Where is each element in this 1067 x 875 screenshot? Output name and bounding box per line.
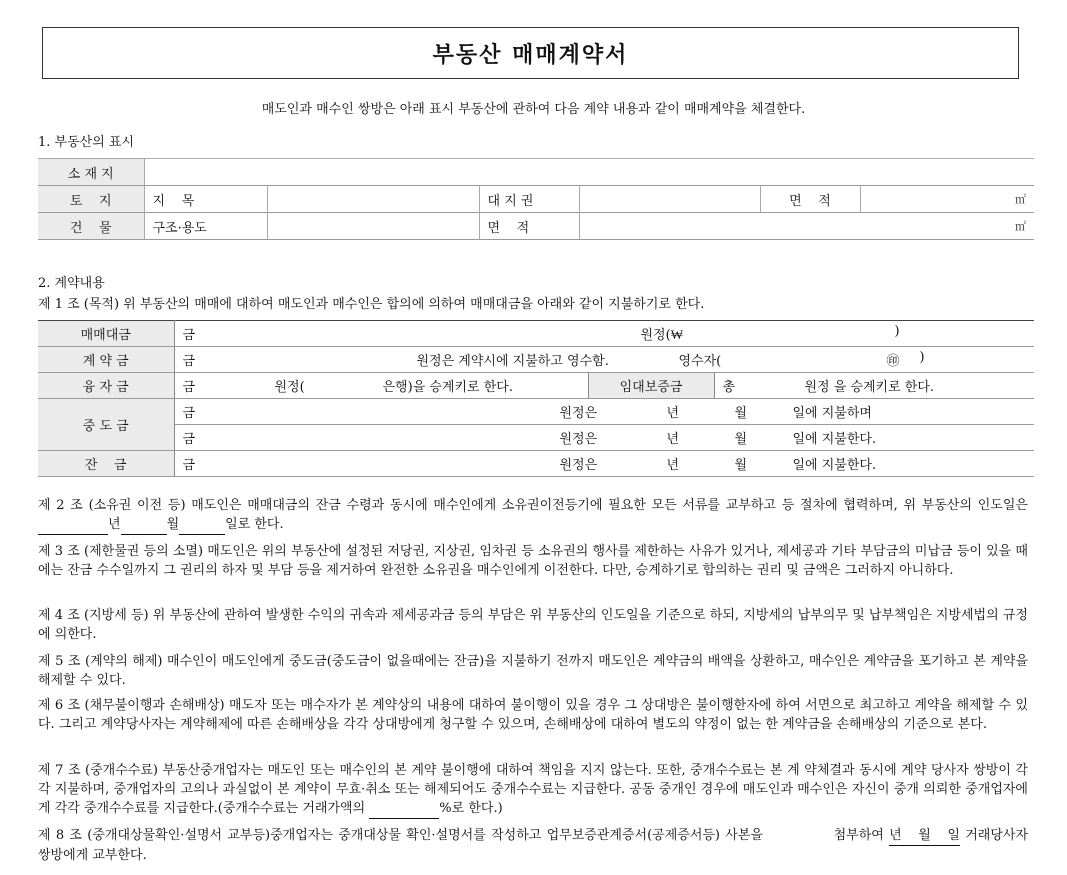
handover-day-blank[interactable] bbox=[179, 515, 225, 535]
handover-month-blank[interactable] bbox=[121, 515, 167, 535]
article-4: 제 4 조 (지방세 등) 위 부동산에 관하여 발생한 수익의 귀속과 제세공과금 등의 부담은 위 부동산의 인도일을 기준으로 하되, 지방세의 납부의무 및 납부책임은 지방세법의 규정에 의한다. bbox=[38, 608, 1028, 642]
price-won: 원정(₩ bbox=[640, 328, 683, 343]
document-title: 부동산 매매계약서 bbox=[432, 41, 629, 68]
article-7 bbox=[38, 761, 1028, 819]
middle1-field[interactable] bbox=[174, 399, 1034, 425]
building-area-unit[interactable]: ㎡ bbox=[579, 213, 1034, 240]
article-3: 제 3 조 (제한물권 등의 소멸) 매도인은 위의 부동산에 설정된 저당권, 지상권, 임차권 등 소유권의 행사를 제한하는 사유가 있거나, 제세공과 기타 부담금의 미납금 등이 있을 때에는 잔금 수수일까지 그 권리의 하자 및 부담 등을 제거하여 완전한 소유권을 매수인에게 이전한다. 다만, 승계하기로 합의하는 권리 및 금액은 그러하지 아니하다. bbox=[38, 544, 1028, 578]
article-2 bbox=[38, 496, 1028, 535]
middle2-day: 일에 지불한다. bbox=[792, 432, 877, 447]
article-5: 제 5 조 (계약의 해제) 매수인이 매도인에게 중도금(중도금이 없을때에는 잔금)을 지불하기 전까지 매도인은 계약금의 배액을 상환하고, 매수인은 계약금을 포기하고 본 계약을 해제할 수 있다. bbox=[38, 654, 1028, 688]
handover-year-label: 년 bbox=[108, 517, 121, 532]
loan-row bbox=[38, 373, 1034, 399]
middle-label: 중 도 금 bbox=[38, 399, 174, 451]
building-structure-label: 구조·용도 bbox=[144, 213, 267, 240]
loan-bank: 은행)을 승계키로 한다. bbox=[382, 380, 513, 395]
delivery-month: 월 bbox=[918, 828, 931, 843]
deposit-label: 계 약 금 bbox=[38, 347, 174, 373]
article-2-text: 제 2 조 (소유권 이전 등) 매도인은 매매대금의 잔금 수령과 동시에 매수인에게 소유권이전등기에 필요한 모든 서류를 교부하고 등 절차에 협력하며, 위 부동산의 인도일은 bbox=[38, 498, 1028, 513]
middle1-prefix: 금 bbox=[182, 406, 196, 421]
deposit-row bbox=[38, 347, 1034, 373]
handover-end: 일로 한다. bbox=[225, 517, 284, 532]
price-row bbox=[38, 321, 1034, 347]
middle2-prefix: 금 bbox=[182, 432, 196, 447]
balance-label: 잔 금 bbox=[38, 451, 174, 477]
location-field[interactable] bbox=[144, 159, 1034, 186]
land-category-label: 지 목 bbox=[144, 186, 267, 213]
location-row bbox=[38, 159, 1034, 186]
article-8-attach: 첨부하여 bbox=[833, 828, 884, 843]
article-1: 제 1 조 (목적) 위 부동산의 매매에 대하여 매도인과 매수인은 합의에 의하여 매매대금을 아래와 같이 지불하기로 한다. bbox=[38, 297, 705, 312]
article-8-text: 제 8 조 (중개대상물확인·설명서 교부등)중개업자는 중개대상물 확인·설명서를 작성하고 업무보증관계증서(공제증서등) 사본을 bbox=[38, 828, 763, 843]
land-right-field[interactable] bbox=[579, 186, 760, 213]
land-row bbox=[38, 186, 1034, 213]
middle1-month: 월 bbox=[734, 406, 748, 421]
title-box bbox=[42, 27, 1019, 79]
payment-table bbox=[38, 320, 1034, 477]
seal-icon: ㊞ bbox=[886, 354, 900, 369]
price-close: ) bbox=[894, 324, 900, 339]
loan-won: 원정( bbox=[274, 380, 305, 395]
location-label: 소 재 지 bbox=[38, 159, 144, 186]
building-area-label: 면 적 bbox=[479, 213, 579, 240]
middle2-month: 월 bbox=[734, 432, 748, 447]
balance-year: 년 bbox=[666, 458, 680, 473]
land-category-field[interactable] bbox=[267, 186, 479, 213]
price-label: 매매대금 bbox=[38, 321, 174, 347]
intro-text: 매도인과 매수인 쌍방은 아래 표시 부동산에 관하여 다음 계약 내용과 같이 매매계약을 체결한다. bbox=[261, 102, 806, 117]
balance-field[interactable] bbox=[174, 451, 1034, 477]
article-8-end: 거래당사자 쌍방에게 교부한다. bbox=[38, 828, 1029, 863]
section1-heading: 1. 부동산의 표시 bbox=[38, 135, 135, 150]
land-area-unit[interactable]: ㎡ bbox=[860, 186, 1034, 213]
lease-label: 임대보증금 bbox=[588, 373, 714, 399]
land-label: 토 지 bbox=[38, 186, 144, 213]
middle-row-1 bbox=[38, 399, 1034, 425]
lease-prefix: 총 bbox=[722, 380, 736, 395]
delivery-day: 일 bbox=[947, 828, 960, 843]
balance-month: 월 bbox=[734, 458, 748, 473]
property-table bbox=[38, 158, 1034, 240]
article-8 bbox=[38, 826, 1028, 865]
middle1-year: 년 bbox=[666, 406, 680, 421]
middle2-field[interactable] bbox=[174, 425, 1034, 451]
fee-rate-blank[interactable] bbox=[369, 799, 439, 819]
price-prefix: 금 bbox=[182, 328, 196, 343]
middle2-year: 년 bbox=[666, 432, 680, 447]
deposit-field[interactable] bbox=[174, 347, 1034, 373]
land-right-label: 대 지 권 bbox=[479, 186, 579, 213]
deposit-prefix: 금 bbox=[182, 354, 196, 369]
handover-year-blank[interactable] bbox=[38, 515, 108, 535]
balance-day: 일에 지불한다. bbox=[792, 458, 877, 473]
lease-field[interactable] bbox=[714, 373, 1034, 399]
middle2-won: 원정은 bbox=[559, 432, 598, 447]
balance-row bbox=[38, 451, 1034, 477]
balance-prefix: 금 bbox=[182, 458, 196, 473]
building-label: 건 물 bbox=[38, 213, 144, 240]
land-area-label: 면 적 bbox=[760, 186, 860, 213]
middle1-won: 원정은 bbox=[559, 406, 598, 421]
article-7-text: 제 7 조 (중개수수료) 부동산중개업자는 매도인 또는 매수인의 본 계약 불이행에 대하여 책임을 지지 않는다. 또한, 중개수수료는 본 계 약체결과 동시에 계약 당사자 쌍방이 각각 지불하며, 중개업자의 고의나 과실없이 본 계약이 무효·취소 또는 해제되어도 중개수수료는 지급한다. 공동 중개인 경우에 매도인과 매수인은 자신이 중개 의뢰한 중개업자에게 각각 중개수수료를 지급한다.(중개수수료는 거래가액의 bbox=[38, 763, 1028, 816]
article-6: 제 6 조 (채무불이행과 손해배상) 매도자 또는 매수자가 본 계약상의 내용에 대하여 불이행이 있을 경우 그 상대방은 불이행한자에 하여 서면으로 최고하고 계약을 해제할 수 있다. 그리고 계약당사자는 계약해제에 따른 손해배상을 각각 상대방에게 청구할 수 있으며, 손해배상에 대하여 별도의 약정이 없는 한 계약금을 손해배상의 기준으로 본다. bbox=[38, 698, 1028, 732]
deposit-receiver: 영수자( bbox=[678, 354, 722, 369]
delivery-year-blank[interactable] bbox=[889, 826, 960, 846]
lease-won: 원정 을 승계키로 한다. bbox=[804, 380, 935, 395]
loan-field[interactable] bbox=[174, 373, 588, 399]
price-field[interactable] bbox=[174, 321, 1034, 347]
building-structure-field[interactable] bbox=[267, 213, 479, 240]
deposit-won: 원정은 계약시에 지불하고 영수함. bbox=[416, 354, 609, 369]
fee-rate-end: %로 한다.) bbox=[439, 801, 503, 816]
middle-row-2 bbox=[38, 425, 1034, 451]
handover-month-label: 월 bbox=[166, 517, 180, 532]
delivery-year: 년 bbox=[889, 828, 902, 843]
loan-label: 융 자 금 bbox=[38, 373, 174, 399]
building-row bbox=[38, 213, 1034, 240]
loan-prefix: 금 bbox=[182, 380, 196, 395]
balance-won: 원정은 bbox=[559, 458, 598, 473]
deposit-close: ) bbox=[919, 350, 925, 365]
section2-heading: 2. 계약내용 bbox=[38, 276, 105, 291]
middle1-day: 일에 지불하며 bbox=[792, 406, 872, 421]
